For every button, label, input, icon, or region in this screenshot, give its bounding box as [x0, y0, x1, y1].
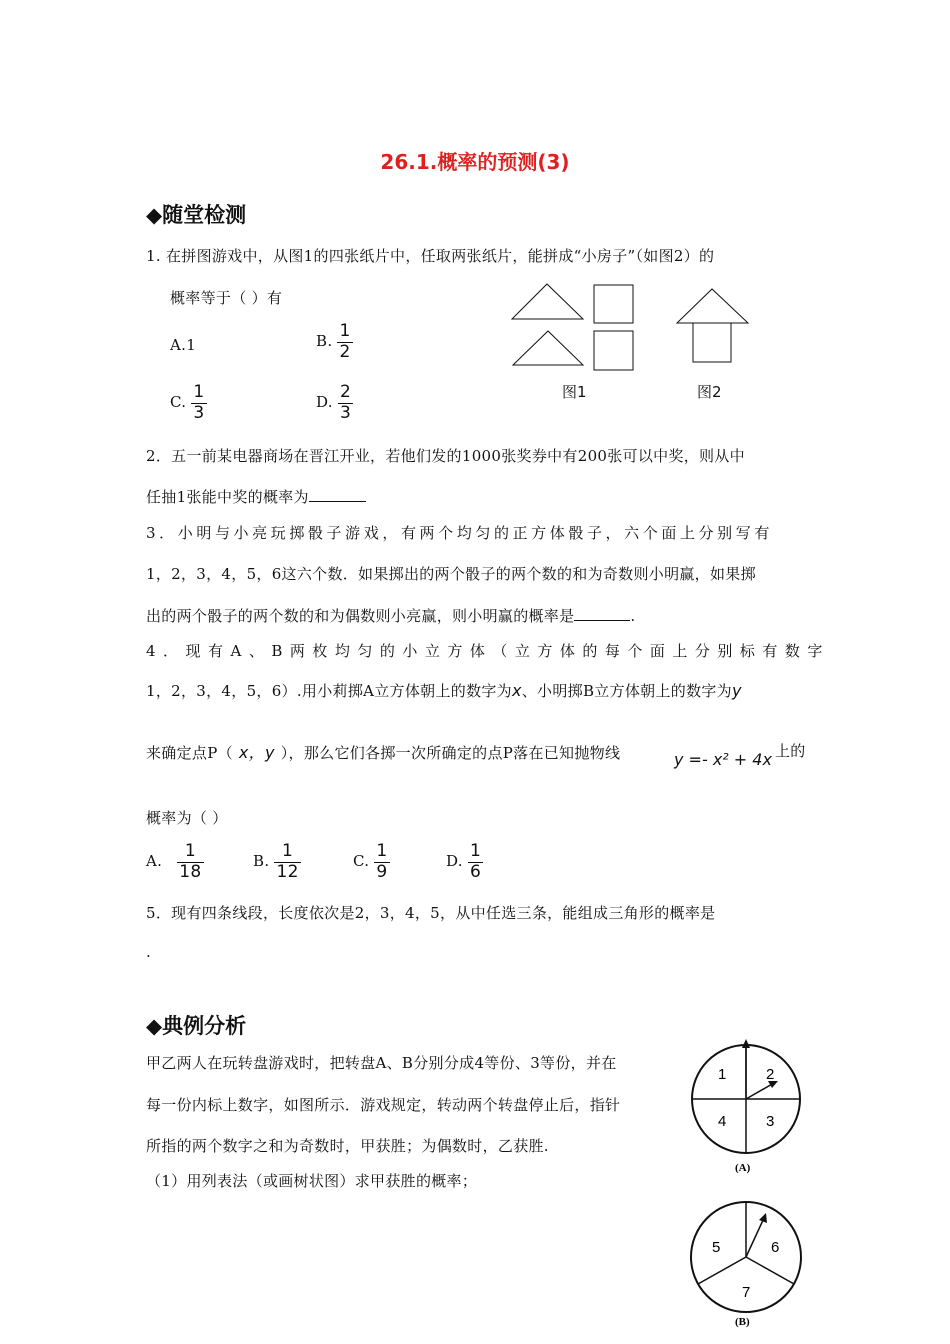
spinner-b-label-5: 5 [712, 1239, 721, 1256]
section-heading-examples: ◆典例分析 [146, 1014, 247, 1038]
q4-option-a-fraction: $\frac{1}{18}$ [179, 841, 202, 882]
q1-option-d [316, 383, 353, 423]
q4-line3 [146, 740, 620, 763]
page-title: 26.1.概率的预测(3) [380, 150, 570, 174]
q1-option-d-fraction: $\frac{2}{3}$ [339, 382, 352, 423]
spinner-b-caption: (B) [735, 1316, 750, 1328]
q4-option-c [353, 842, 390, 882]
triangle-piece-1 [512, 284, 583, 319]
spinner-b [688, 1198, 808, 1328]
q4-option-d-fraction: $\frac{1}{6}$ [469, 841, 482, 882]
q1-line2: 概率等于（ ）有 [170, 289, 283, 307]
q4-option-c-label: C. [353, 852, 370, 871]
spinner-b-label-7: 7 [742, 1284, 751, 1301]
figure-1-caption: 图1 [562, 383, 587, 401]
q2-line2-text: 任抽1张能中奖的概率为 [146, 488, 309, 506]
q1-option-d-label: D. [316, 393, 333, 412]
spinner-a-label-2: 2 [766, 1066, 775, 1083]
q4-option-b-fraction: $\frac{1}{12}$ [276, 841, 299, 882]
answer-blank [309, 487, 366, 502]
q4-option-b-label: B. [253, 852, 270, 871]
q1-option-b-label: B. [316, 332, 333, 351]
example-line2: 每一份内标上数字，如图所示．游戏规定，转动两个转盘停止后，指针 [146, 1096, 621, 1114]
spinner-b-needle [746, 1218, 764, 1257]
q4-line2-text-b: 、小明掷B立方体朝上的数字为 [521, 682, 732, 700]
parabola-formula: y =- x² + 4x [674, 750, 772, 769]
spinner-a-label-4: 4 [718, 1113, 727, 1130]
q4-option-d-label: D. [446, 852, 463, 871]
q1-option-b-fraction: $\frac{1}{2}$ [339, 321, 351, 362]
q1-option-c-label: C. [170, 393, 187, 412]
q1-option-b [316, 322, 353, 362]
spinner-a-needle [746, 1083, 774, 1099]
figure-2-caption: 图2 [697, 383, 722, 401]
point-coordinates: x，y [238, 743, 275, 762]
q4-option-a-label: A. [146, 852, 163, 871]
square-piece-2 [594, 331, 633, 370]
variable-y: y [731, 681, 742, 700]
spinner-a-label-1: 1 [718, 1066, 727, 1083]
q4-option-a [146, 842, 204, 882]
example-line3: 所指的两个数字之和为奇数时，甲获胜；为偶数时，乙获胜. [146, 1137, 549, 1155]
q4-line4: 概率为（ ） [146, 809, 228, 827]
q3-line2: 1，2，3，4，5，6这六个数．如果掷出的两个骰子的两个数的和为奇数则小明赢，如果掷 [146, 565, 756, 583]
example-line1: 甲乙两人在玩转盘游戏时，把转盘A、B分别分成4等份、3等份，并在 [146, 1054, 617, 1072]
house-body [693, 323, 731, 362]
example-line4: （1）用列表法（或画树状图）求甲获胜的概率； [146, 1172, 478, 1190]
puzzle-figures [505, 280, 765, 405]
spinner-a-label-3: 3 [766, 1113, 775, 1130]
square-piece-1 [594, 285, 633, 323]
spinner-b-divider-left [698, 1257, 746, 1284]
answer-blank [574, 606, 630, 621]
spinner-a-caption: (A) [735, 1162, 751, 1174]
q1-option-a: A.1 [170, 336, 197, 354]
q4-line2 [146, 680, 742, 701]
house-roof [677, 289, 748, 323]
q4-option-c-fraction: $\frac{1}{9}$ [376, 841, 388, 882]
q4-line3-end: 上的 [775, 742, 806, 760]
q1-option-c-fraction: $\frac{1}{3}$ [193, 382, 205, 423]
spinner-a [688, 1035, 808, 1175]
q1-line1: 1. 在拼图游戏中，从图1的四张纸片中，任取两张纸片，能拼成“小房子”（如图2）的 [146, 247, 715, 265]
variable-x: x [511, 681, 522, 700]
q3-line3-text: 出的两个骰子的两个数的和为偶数则小亮赢，则小明赢的概率是 [146, 607, 575, 625]
q1-option-c [170, 383, 207, 423]
q2-line2 [146, 486, 366, 507]
q3-line3 [146, 605, 635, 626]
q4-line3-text-a: 来确定点P（ [146, 744, 233, 762]
q3-line1: 3．小明与小亮玩掷骰子游戏，有两个均匀的正方体骰子，六个面上分别写有 [146, 524, 773, 542]
q4-option-d [446, 842, 483, 882]
q4-line2-text-a: 1，2，3，4，5，6）.用小莉掷A立方体朝上的数字为 [146, 682, 512, 700]
section-heading-practice: ◆随堂检测 [146, 203, 247, 227]
q5-line2: . [146, 943, 152, 961]
q4-line3-text-b: ），那么它们各掷一次所确定的点P落在已知抛物线 [280, 744, 621, 762]
q4-option-b [253, 842, 301, 882]
q3-line3-end: . [630, 607, 636, 625]
triangle-piece-2 [513, 331, 583, 365]
q4-line1: 4．现有A、B两枚均匀的小立方体（立方体的每个面上分别标有数字 [146, 642, 830, 660]
spinner-b-needle-arrow-icon [759, 1213, 767, 1223]
spinner-b-label-6: 6 [771, 1239, 780, 1256]
spinner-a-pointer-head [742, 1039, 750, 1048]
q5-line1: 5．现有四条线段，长度依次是2，3，4，5，从中任选三条，能组成三角形的概率是 [146, 904, 716, 922]
spinner-b-divider-right [746, 1257, 794, 1284]
q2-line1: 2．五一前某电器商场在晋江开业，若他们发的1000张奖券中有200张可以中奖，则从中 [146, 447, 745, 465]
